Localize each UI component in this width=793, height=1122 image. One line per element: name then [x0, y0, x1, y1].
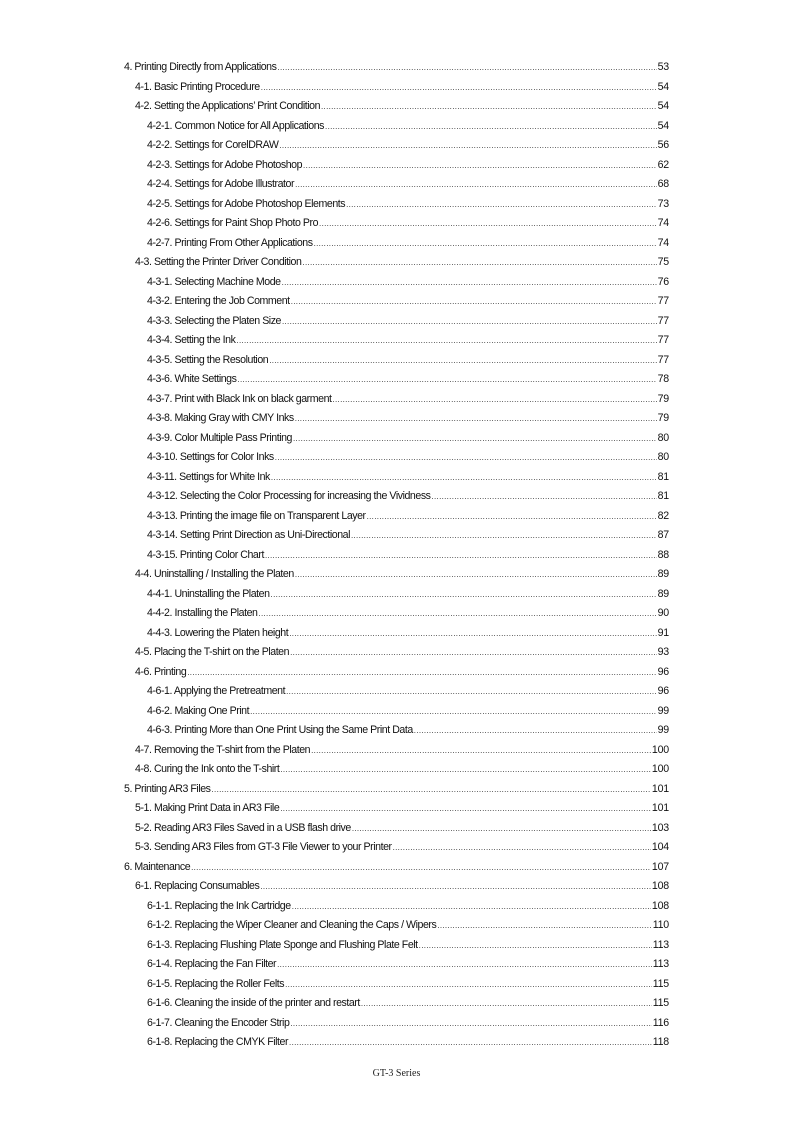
toc-entry[interactable] [124, 448, 669, 468]
toc-dot-leader [275, 448, 657, 468]
toc-entry[interactable] [124, 975, 669, 995]
toc-entry-page-number: 68 [657, 178, 669, 190]
toc-entry[interactable] [124, 897, 669, 917]
toc-dot-leader [280, 799, 651, 819]
toc-dot-leader [261, 78, 657, 98]
toc-entry-page-number: 118 [652, 1036, 669, 1048]
toc-entry[interactable] [124, 390, 669, 410]
toc-entry-title: 4-3-4. Setting the Ink [147, 334, 236, 346]
toc-entry[interactable] [124, 370, 669, 390]
toc-dot-leader [419, 936, 652, 956]
toc-entry[interactable] [124, 721, 669, 741]
toc-entry-title: 4-2-1. Common Notice for All Applications [147, 119, 325, 132]
toc-dot-leader [319, 214, 657, 234]
toc-entry[interactable] [124, 604, 669, 624]
toc-entry-title: 4-4-2. Installing the Platen [147, 607, 258, 619]
toc-entry-title: 4-3-7. Print with Black Ink on black garment [147, 392, 332, 405]
toc-entry-page-number: 99 [657, 724, 669, 736]
toc-entry-title: 4-3-2. Entering the Job Comment [147, 295, 290, 307]
toc-entry-title: 6-1-2. Replacing the Wiper Cleaner and Cleaning the Caps / Wipers [147, 919, 437, 931]
toc-dot-leader [282, 312, 657, 332]
toc-entry-page-number: 79 [657, 412, 669, 424]
toc-entry[interactable] [124, 819, 669, 839]
toc-entry-page-number: 116 [652, 1016, 669, 1029]
toc-entry-page-number: 77 [657, 334, 669, 346]
toc-entry-page-number: 53 [657, 61, 669, 73]
toc-entry-page-number: 115 [652, 997, 669, 1009]
toc-entry-title: 4-3-8. Making Gray with CMY Inks [147, 412, 294, 424]
toc-entry[interactable] [124, 351, 669, 371]
toc-dot-leader [212, 780, 651, 800]
toc-dot-leader [282, 273, 657, 293]
toc-entry[interactable] [124, 936, 669, 956]
toc-entry-title: 5-2. Reading AR3 Files Saved in a USB flash drive [135, 821, 351, 834]
toc-dot-leader [302, 253, 656, 273]
toc-entry-page-number: 108 [651, 899, 669, 912]
toc-dot-leader [236, 331, 656, 351]
toc-entry[interactable] [124, 97, 669, 117]
toc-entry-page-number: 77 [657, 353, 669, 366]
toc-entry-page-number: 79 [657, 392, 669, 405]
toc-dot-leader [325, 117, 657, 137]
toc-entry-title: 4-3-6. White Settings [147, 373, 237, 385]
toc-dot-leader [271, 585, 657, 605]
toc-entry[interactable] [124, 702, 669, 722]
toc-entry-title: 4-4-1. Uninstalling the Platen [147, 587, 270, 600]
toc-entry-page-number: 100 [651, 763, 669, 775]
toc-dot-leader [321, 97, 657, 117]
toc-entry[interactable] [124, 292, 669, 312]
toc-entry-page-number: 89 [657, 568, 669, 580]
toc-entry-title: 5-3. Sending AR3 Files from GT-3 File Viewer to your Printer [135, 841, 392, 853]
toc-entry-page-number: 101 [651, 802, 669, 814]
toc-entry-title: 4-3-5. Setting the Resolution [147, 353, 269, 366]
toc-entry-page-number: 88 [657, 548, 669, 561]
toc-entry-title: 4-2-5. Settings for Adobe Photoshop Elements [147, 197, 346, 210]
toc-entry-page-number: 74 [657, 217, 669, 229]
toc-entry[interactable] [124, 916, 669, 936]
toc-entry[interactable] [124, 955, 669, 975]
toc-entry-title: 4-1. Basic Printing Procedure [135, 80, 260, 93]
toc-entry[interactable] [124, 175, 669, 195]
toc-entry[interactable] [124, 487, 669, 507]
toc-entry-title: 4-3-12. Selecting the Color Processing for increasing the Vividness [147, 490, 431, 502]
toc-entry-page-number: 78 [657, 373, 669, 385]
toc-dot-leader [432, 487, 657, 507]
toc-entry[interactable] [124, 409, 669, 429]
toc-entry-page-number: 81 [657, 490, 669, 502]
toc-entry-page-number: 77 [657, 314, 669, 327]
toc-dot-leader [361, 994, 652, 1014]
toc-entry-title: 4. Printing Directly from Applications [124, 61, 277, 73]
toc-entry[interactable] [124, 468, 669, 488]
table-of-contents [124, 58, 669, 1053]
toc-entry-page-number: 100 [651, 743, 669, 756]
toc-entry[interactable] [124, 877, 669, 897]
toc-entry-page-number: 54 [657, 119, 669, 132]
toc-entry-title: 4-3-11. Settings for White Ink [147, 470, 270, 483]
toc-entry-title: 6. Maintenance [124, 860, 191, 873]
toc-entry-page-number: 99 [657, 704, 669, 717]
toc-entry-title: 4-4. Uninstalling / Installing the Platen [135, 568, 294, 580]
toc-dot-leader [265, 546, 657, 566]
toc-entry-page-number: 87 [657, 529, 669, 541]
toc-dot-leader [351, 526, 657, 546]
toc-dot-leader [277, 58, 656, 78]
toc-entry[interactable] [124, 312, 669, 332]
toc-dot-leader [393, 838, 651, 858]
toc-entry-page-number: 101 [651, 782, 669, 795]
toc-entry-page-number: 104 [651, 841, 669, 853]
toc-dot-leader [279, 136, 656, 156]
toc-dot-leader [290, 1014, 651, 1034]
toc-entry-title: 5-1. Making Print Data in AR3 File [135, 802, 280, 814]
toc-entry-page-number: 107 [651, 860, 669, 873]
toc-entry-page-number: 91 [657, 626, 669, 639]
toc-entry[interactable] [124, 58, 669, 78]
toc-dot-leader [289, 624, 656, 644]
toc-entry-title: 6-1-3. Replacing Flushing Plate Sponge and Flushing Plate Felt [147, 938, 418, 951]
toc-entry-title: 4-6-3. Printing More than One Print Using the Same Print Data [147, 724, 413, 736]
toc-entry-page-number: 81 [657, 470, 669, 483]
toc-dot-leader [289, 1033, 652, 1053]
toc-entry[interactable] [124, 526, 669, 546]
toc-entry-title: 6-1-6. Cleaning the inside of the printer and restart [147, 997, 360, 1009]
toc-dot-leader [280, 760, 651, 780]
toc-entry[interactable] [124, 565, 669, 585]
toc-entry[interactable] [124, 838, 669, 858]
toc-dot-leader [191, 858, 651, 878]
toc-entry-page-number: 82 [657, 509, 669, 522]
toc-entry-title: 4-5. Placing the T-shirt on the Platen [135, 646, 290, 658]
toc-entry-page-number: 89 [657, 587, 669, 600]
toc-dot-leader [258, 604, 656, 624]
toc-entry-title: 6-1-8. Replacing the CMYK Filter [147, 1036, 289, 1048]
toc-entry-page-number: 108 [651, 880, 669, 892]
toc-entry[interactable] [124, 546, 669, 566]
toc-entry-title: 4-2. Setting the Applications’ Print Condition [135, 100, 321, 112]
toc-entry[interactable] [124, 780, 669, 800]
toc-entry-page-number: 103 [651, 821, 669, 834]
toc-entry-title: 4-6-1. Applying the Pretreatment [147, 685, 286, 697]
toc-dot-leader [303, 156, 657, 176]
toc-entry-title: 4-3-13. Printing the image file on Transparent Layer [147, 509, 366, 522]
toc-dot-leader [260, 877, 651, 897]
toc-entry[interactable] [124, 78, 669, 98]
toc-entry-page-number: 96 [657, 685, 669, 697]
toc-entry[interactable] [124, 234, 669, 254]
toc-entry[interactable] [124, 585, 669, 605]
toc-entry[interactable] [124, 760, 669, 780]
toc-entry[interactable] [124, 1014, 669, 1034]
toc-dot-leader [237, 370, 656, 390]
toc-entry-title: 4-6-2. Making One Print [147, 704, 250, 717]
toc-entry[interactable] [124, 663, 669, 683]
toc-entry-title: 4-3-14. Setting Print Direction as Uni-Directional [147, 529, 351, 541]
toc-entry-title: 4-3-9. Color Multiple Pass Printing [147, 431, 292, 444]
toc-entry-page-number: 56 [657, 139, 669, 151]
toc-entry-title: 4-3-15. Printing Color Chart [147, 548, 264, 561]
toc-entry-title: 4-4-3. Lowering the Platen height [147, 626, 289, 639]
toc-entry[interactable] [124, 156, 669, 176]
toc-entry-page-number: 76 [657, 275, 669, 288]
toc-entry-page-number: 113 [652, 938, 669, 951]
toc-dot-leader [314, 234, 657, 254]
toc-entry[interactable] [124, 136, 669, 156]
toc-entry-title: 4-3-10. Settings for Color Inks [147, 451, 274, 463]
toc-dot-leader [352, 819, 651, 839]
toc-dot-leader [437, 916, 651, 936]
toc-entry[interactable] [124, 507, 669, 527]
toc-entry[interactable] [124, 643, 669, 663]
toc-entry-title: 4-2-2. Settings for CorelDRAW [147, 139, 279, 151]
toc-entry-page-number: 75 [657, 256, 669, 268]
toc-entry[interactable] [124, 858, 669, 878]
toc-entry-title: 6-1-5. Replacing the Roller Felts [147, 977, 285, 990]
toc-dot-leader [290, 643, 657, 663]
toc-dot-leader [291, 292, 657, 312]
toc-entry-page-number: 90 [657, 607, 669, 619]
toc-dot-leader [414, 721, 657, 741]
toc-dot-leader [285, 975, 652, 995]
toc-dot-leader [367, 507, 657, 527]
toc-dot-leader [295, 409, 657, 429]
toc-entry[interactable] [124, 1033, 669, 1053]
toc-entry-title: 6-1-7. Cleaning the Encoder Strip [147, 1016, 290, 1029]
toc-dot-leader [271, 468, 657, 488]
toc-entry[interactable] [124, 994, 669, 1014]
toc-dot-leader [346, 195, 657, 215]
toc-entry[interactable] [124, 195, 669, 215]
toc-entry-title: 4-3-1. Selecting Machine Mode [147, 275, 281, 288]
toc-entry-page-number: 113 [652, 958, 669, 970]
toc-entry-title: 5. Printing AR3 Files [124, 782, 211, 795]
toc-entry-title: 6-1. Replacing Consumables [135, 880, 260, 892]
toc-entry[interactable] [124, 253, 669, 273]
toc-entry-page-number: 74 [657, 236, 669, 249]
toc-entry-title: 6-1-4. Replacing the Fan Filter [147, 958, 277, 970]
toc-entry[interactable] [124, 799, 669, 819]
toc-entry[interactable] [124, 624, 669, 644]
toc-entry[interactable] [124, 331, 669, 351]
toc-entry-title: 4-8. Curing the Ink onto the T-shirt [135, 763, 280, 775]
toc-entry-title: 4-3. Setting the Printer Driver Condition [135, 256, 302, 268]
toc-entry[interactable] [124, 117, 669, 137]
toc-dot-leader [292, 897, 651, 917]
toc-entry-page-number: 77 [657, 295, 669, 307]
page-footer: GT-3 Series [372, 1068, 421, 1079]
toc-entry-page-number: 54 [657, 80, 669, 93]
toc-dot-leader [286, 682, 656, 702]
toc-dot-leader [250, 702, 656, 722]
toc-dot-leader [295, 565, 657, 585]
toc-dot-leader [277, 955, 652, 975]
toc-entry-page-number: 96 [657, 665, 669, 678]
toc-dot-leader [187, 663, 656, 683]
toc-entry-page-number: 93 [657, 646, 669, 658]
toc-entry-title: 4-7. Removing the T-shirt from the Platen [135, 743, 311, 756]
toc-entry-title: 4-2-4. Settings for Adobe Illustrator [147, 178, 295, 190]
toc-dot-leader [311, 741, 651, 761]
toc-entry[interactable] [124, 429, 669, 449]
toc-entry-page-number: 80 [657, 431, 669, 444]
toc-entry-page-number: 110 [652, 919, 669, 931]
toc-entry-page-number: 54 [657, 100, 669, 112]
toc-entry-page-number: 80 [657, 451, 669, 463]
toc-entry-page-number: 73 [657, 197, 669, 210]
toc-dot-leader [333, 390, 657, 410]
toc-entry-title: 4-3-3. Selecting the Platen Size [147, 314, 282, 327]
toc-entry-title: 4-6. Printing [135, 665, 187, 678]
toc-entry-title: 4-2-7. Printing From Other Applications [147, 236, 313, 249]
toc-dot-leader [295, 175, 657, 195]
toc-entry[interactable] [124, 741, 669, 761]
toc-entry[interactable] [124, 273, 669, 293]
toc-entry[interactable] [124, 214, 669, 234]
toc-dot-leader [293, 429, 657, 449]
toc-entry-title: 4-2-3. Settings for Adobe Photoshop [147, 158, 303, 171]
toc-entry[interactable] [124, 682, 669, 702]
toc-entry-title: 4-2-6. Settings for Paint Shop Photo Pro [147, 217, 319, 229]
toc-entry-page-number: 115 [652, 977, 669, 990]
toc-entry-page-number: 62 [657, 158, 669, 171]
toc-dot-leader [269, 351, 656, 371]
toc-entry-title: 6-1-1. Replacing the Ink Cartridge [147, 899, 291, 912]
